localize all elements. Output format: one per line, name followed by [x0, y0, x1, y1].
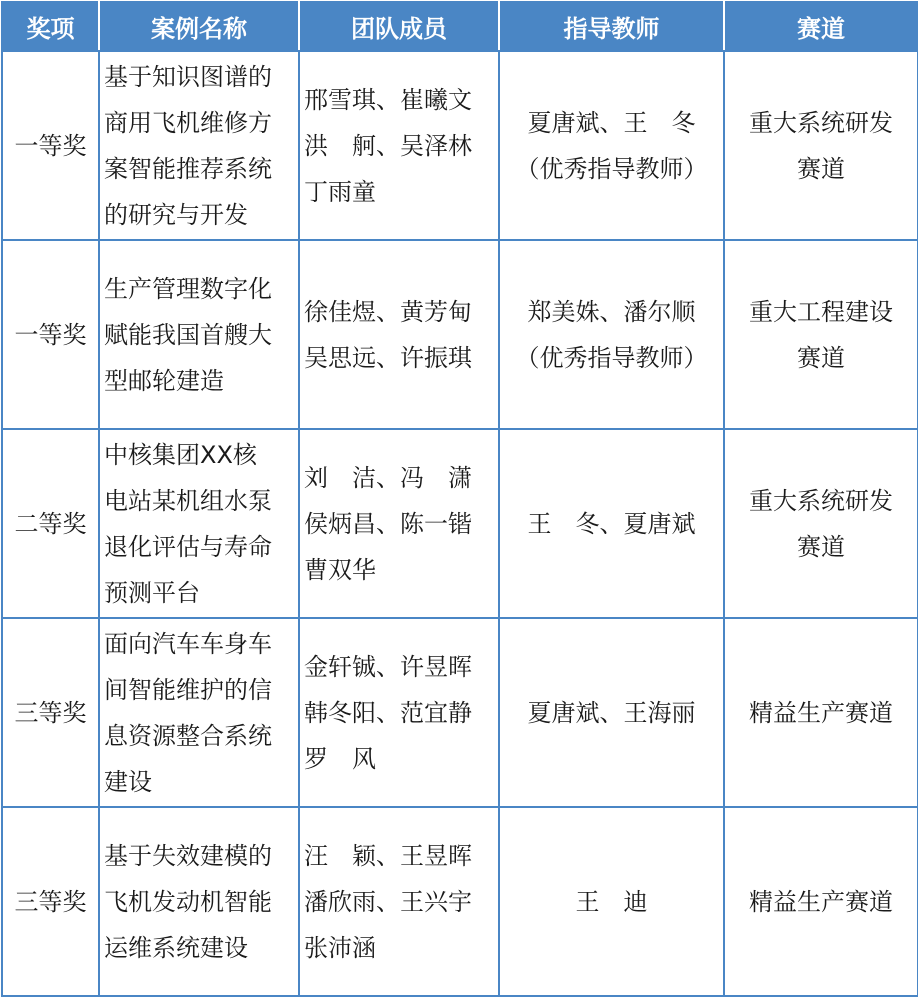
header-row: [2, 2, 918, 51]
award-cell: 一等奖: [2, 51, 99, 240]
track-cell: 精益生产赛道: [724, 807, 918, 996]
header-case-name: 案例名称: [99, 2, 299, 51]
case-name-cell: 基于知识图谱的 商用飞机维修方 案智能推荐系统 的研究与开发: [99, 51, 299, 240]
award-cell: 三等奖: [2, 618, 99, 807]
track-cell: 重大系统研发 赛道: [724, 51, 918, 240]
header-track: 赛道: [724, 2, 918, 51]
team-members-cell: 汪 颖、王昱晖 潘欣雨、王兴宇 张沛涵: [299, 807, 499, 996]
header-award: 奖项: [2, 2, 99, 51]
case-name-cell: 面向汽车车身车 间智能维护的信 息资源整合系统 建设: [99, 618, 299, 807]
team-members-cell: 刘 洁、冯 潇 侯炳昌、陈一锴 曹双华: [299, 429, 499, 618]
advisor-cell: 夏唐斌、王海丽: [499, 618, 724, 807]
header-team-members: 团队成员: [299, 2, 499, 51]
team-members-cell: 金轩铖、许昱晖 韩冬阳、范宜静 罗 风: [299, 618, 499, 807]
advisor-cell: 夏唐斌、王 冬 （优秀指导教师）: [499, 51, 724, 240]
case-name-cell: 基于失效建模的 飞机发动机智能 运维系统建设: [99, 807, 299, 996]
track-cell: 精益生产赛道: [724, 618, 918, 807]
advisor-cell: 王 迪: [499, 807, 724, 996]
table-row: [2, 240, 918, 429]
table-row: [2, 51, 918, 240]
award-cell: 二等奖: [2, 429, 99, 618]
advisor-cell: 王 冬、夏唐斌: [499, 429, 724, 618]
table-body: [2, 51, 918, 996]
case-name-cell: 中核集团XX核 电站某机组水泵 退化评估与寿命 预测平台: [99, 429, 299, 618]
table-row: [2, 429, 918, 618]
award-cell: 三等奖: [2, 807, 99, 996]
table-row: [2, 618, 918, 807]
team-members-cell: 徐佳煜、黄芳甸 吴思远、许振琪: [299, 240, 499, 429]
track-cell: 重大工程建设 赛道: [724, 240, 918, 429]
team-members-cell: 邢雪琪、崔曦文 洪 舸、吴泽林 丁雨童: [299, 51, 499, 240]
award-cell: 一等奖: [2, 240, 99, 429]
track-cell: 重大系统研发 赛道: [724, 429, 918, 618]
awards-table: [1, 1, 918, 997]
table-row: [2, 807, 918, 996]
header-advisor: 指导教师: [499, 2, 724, 51]
advisor-cell: 郑美姝、潘尔顺 （优秀指导教师）: [499, 240, 724, 429]
case-name-cell: 生产管理数字化 赋能我国首艘大 型邮轮建造: [99, 240, 299, 429]
